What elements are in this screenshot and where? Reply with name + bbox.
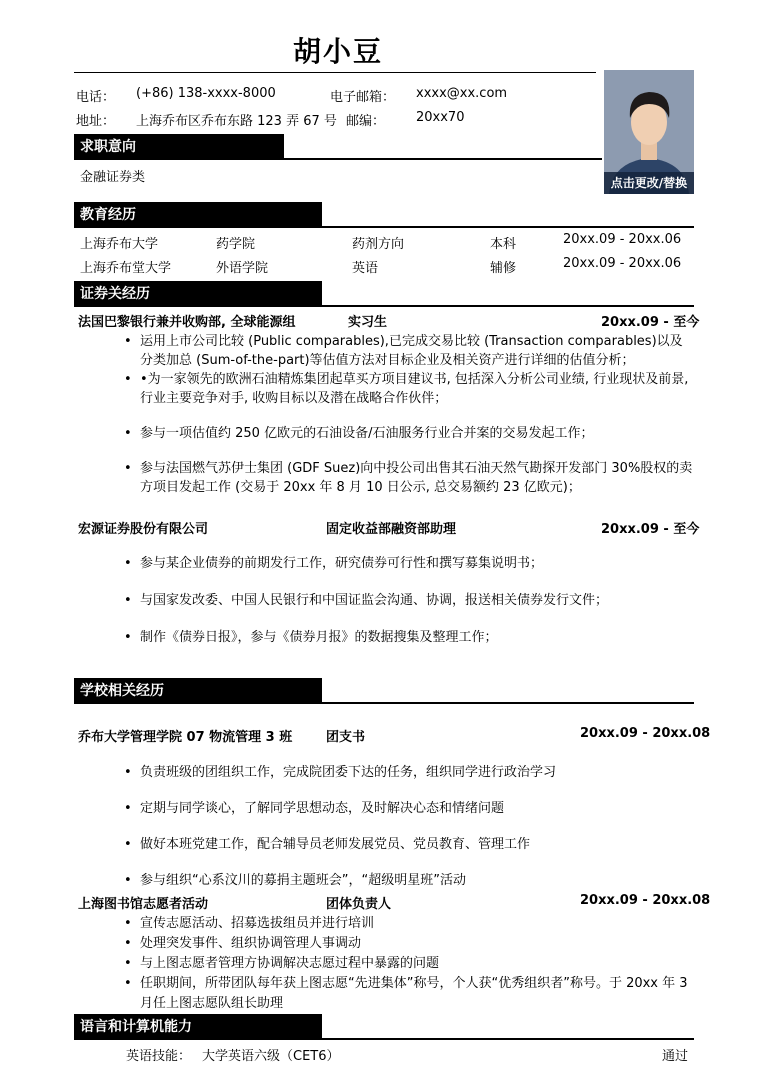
education-date: 20xx.09 - 20xx.06 [563,256,682,271]
education-date: 20xx.09 - 20xx.06 [563,232,682,247]
address-value: 上海乔布区乔布东路 123 弄 67 号 [136,114,337,129]
job-bullets [120,914,694,1014]
candidate-name: 胡小豆 [292,35,383,68]
bullet-item: • 参与一项估值约 250 亿欧元的石油设备/石油服务行业合并案的交易发起工作； [120,424,694,443]
job-company: 法国巴黎银行兼并收购部, 全球能源组 [78,315,296,330]
bullet-item: • 运用上市公司比较 (Public comparables),已完成交易比较 (Transaction comparables)以及分类加总 (Sum-of-the-part)等估值方法对目标企业及相关资产进行详细的估值分析； [120,332,694,370]
section-title-education: 教育经历 [74,202,322,228]
job-role: 团体负责人 [326,897,392,912]
school-name: 上海乔布堂大学 [80,261,172,276]
school-name: 上海乔布大学 [80,237,159,252]
degree: 辅修 [490,261,517,276]
section-title-school: 学校相关经历 [74,678,322,704]
section-rule [74,158,602,160]
bullet-item: • 参与组织“心系汶川的募捐主题班会”，“超级明星班”活动 [120,871,694,890]
email-label: 电子邮箱： [330,90,396,105]
job-bullets [120,554,694,647]
bullet-item: • 负责班级的团组织工作，完成院团委下达的任务，组织同学进行政治学习 [120,763,694,782]
section-rule [74,226,694,228]
section-rule [74,702,694,704]
skill-value: 大学英语六级（CET6） [202,1049,340,1064]
zip-value: 20xx70 [416,110,465,125]
job-date: 20xx.09 - 20xx.08 [580,893,711,908]
bullet-item: • 参与某企业债券的前期发行工作，研究债券可行性和撰写募集说明书； [120,554,694,573]
section-title-securities: 证券关经历 [74,281,322,307]
job-company: 上海图书馆志愿者活动 [78,897,209,912]
bullet-item: • 做好本班党建工作，配合辅导员老师发展党员、党员教育、管理工作 [120,835,694,854]
phone-label: 电话： [76,90,116,105]
degree: 本科 [490,237,517,252]
bullet-item: • 处理突发事件、组织协调管理人事调动 [120,934,694,954]
bullet-item: • 定期与同学谈心，了解同学思想动态，及时解决心态和情绪问题 [120,799,694,818]
phone-value: (+86) 138-xxxx-8000 [136,86,276,101]
job-role: 固定收益部融资部助理 [326,522,457,537]
address-label: 地址： [76,114,116,129]
job-role: 团支书 [326,730,366,745]
job-bullets [120,332,694,497]
intent-value: 金融证券类 [80,170,146,185]
bullet-item: • 与上图志愿者管理方协调解决志愿过程中暴露的问题 [120,954,694,974]
college-name: 外语学院 [216,261,269,276]
section-title-skills: 语言和计算机能力 [74,1014,322,1040]
job-role: 实习生 [348,315,388,330]
section-title-intent: 求职意向 [74,134,284,160]
major-name: 药剂方向 [352,237,405,252]
job-company: 乔布大学管理学院 07 物流管理 3 班 [78,730,293,745]
email-value: xxxx@xx.com [416,86,508,101]
bullet-item: • 制作《债券日报》，参与《债券月报》的数据搜集及整理工作； [120,628,694,647]
change-photo-label[interactable]: 点击更改/替换 [604,172,694,194]
bullet-item: • 任职期间，所带团队每年获上图志愿“先进集体”称号，个人获“优秀组织者”称号。于 20xx 年 3 月任上图志愿队组长助理 [120,974,694,1014]
zip-label: 邮编： [346,114,386,129]
job-date: 20xx.09 - 20xx.08 [580,726,711,741]
job-bullets [120,763,694,890]
bullet-item: • 与国家发改委、中国人民银行和中国证监会沟通、协调，报送相关债券发行文件； [120,591,694,610]
skill-label: 英语技能： [126,1049,192,1064]
section-rule [74,1038,694,1040]
bullet-item: • •为一家领先的欧洲石油精炼集团起草买方项目建议书, 包括深入分析公司业绩, 行业现状及前景, 行业主要竞争对手, 收购目标以及潜在战略合作伙伴； [120,370,694,408]
section-rule [74,305,694,307]
college-name: 药学院 [216,237,256,252]
bullet-item: • 宣传志愿活动、招募选拔组员并进行培训 [120,914,694,934]
bullet-item: • 参与法国燃气苏伊士集团 (GDF Suez)向中投公司出售其石油天然气勘探开发部门 30%股权的卖方项目发起工作 (交易于 20xx 年 8 月 10 日公示, 总交易额约 23 亿欧元)； [120,459,694,497]
profile-photo[interactable] [604,70,694,194]
header-divider [74,72,596,73]
job-date: 20xx.09 - 至今 [601,315,700,330]
major-name: 英语 [352,261,379,276]
job-date: 20xx.09 - 至今 [601,522,700,537]
job-company: 宏源证券股份有限公司 [78,522,209,537]
skill-status: 通过 [662,1049,689,1064]
